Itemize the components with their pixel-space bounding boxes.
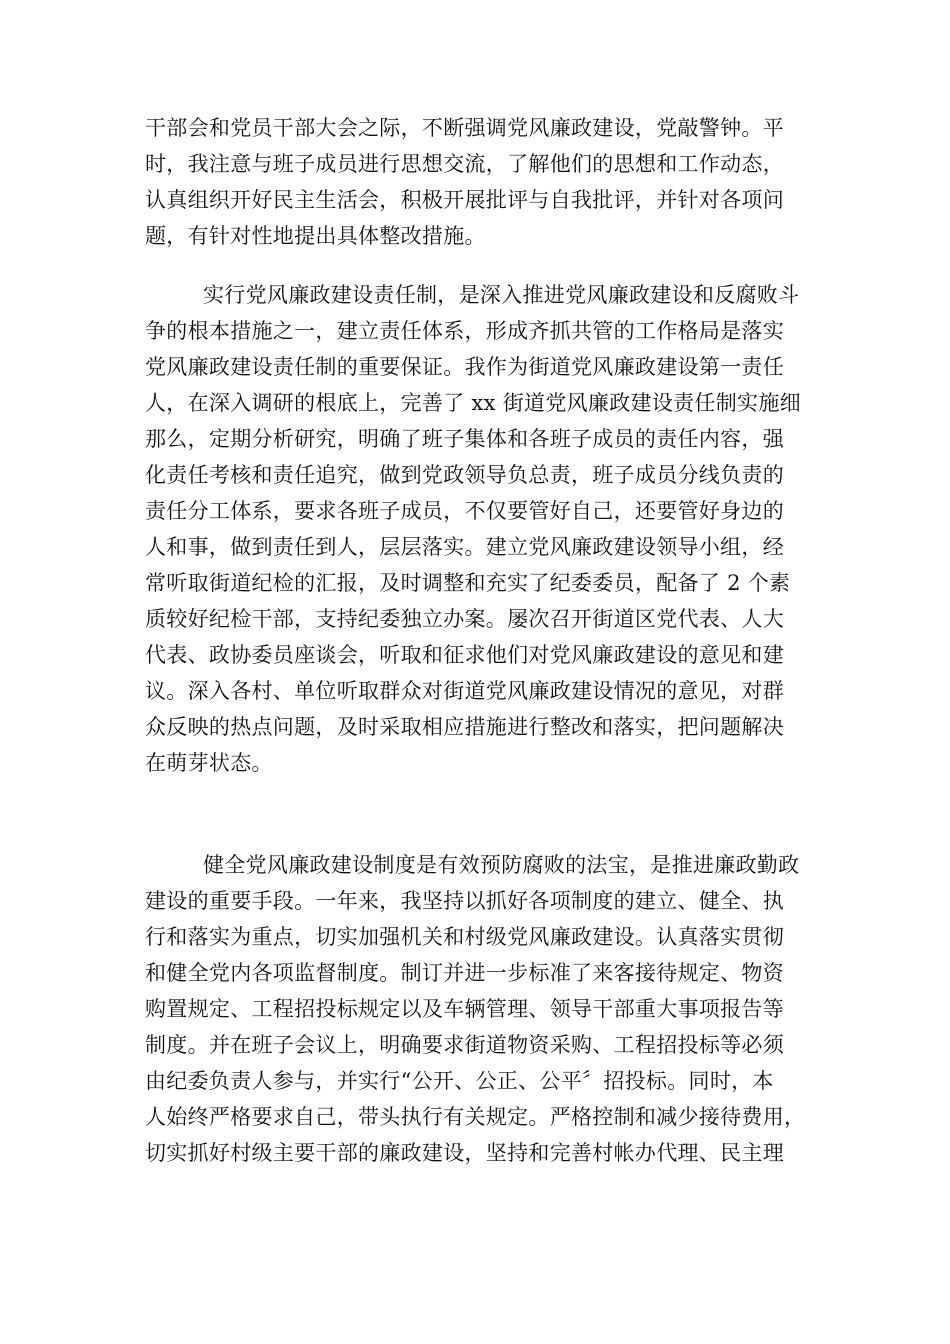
text-line: 议。深入各村、单位听取群众对街道党风廉政建设情况的意见，对群 (145, 679, 784, 703)
text-line: 代表、政协委员座谈会，听取和征求他们对党风廉政建设的意见和建 (145, 643, 784, 667)
text-line: 由纪委负责人参与，并实行“公开、公正、公平〞招投标。同时，本 (145, 1069, 774, 1093)
text-line: 争的根本措施之一，建立责任体系，形成齐抓共管的工作格局是落实 (145, 319, 784, 343)
text-line: 常听取街道纪检的汇报，及时调整和充实了纪委委员，配备了 2 个素 (145, 571, 791, 595)
text-line: 党风廉政建设责任制的重要保证。我作为街道党风廉政建设第一责任 (145, 355, 784, 379)
text-line: 人和事，做到责任到人，层层落实。建立党风廉政建设领导小组，经 (145, 535, 784, 559)
text-line: 化责任考核和责任追究，做到党政领导负总责，班子成员分线负责的 (145, 463, 784, 487)
text-line: 质较好纪检干部，支持纪委独立办案。屡次召开街道区党代表、人大 (145, 607, 784, 631)
text-line: 实行党风廉政建设责任制，是深入推进党风廉政建设和反腐败斗 (203, 283, 800, 307)
text-line: 在萌芽状态。 (145, 751, 273, 775)
text-line: 人，在深入调研的根底上，完善了 xx 街道党风廉政建设责任制实施细 (145, 391, 801, 415)
text-line: 那么，定期分析研究，明确了班子集体和各班子成员的责任内容，强 (145, 427, 784, 451)
text-line: 健全党风廉政建设制度是有效预防腐败的法宝，是推进廉政勤政 (203, 853, 800, 877)
text-line: 购置规定、工程招投标规定以及车辆管理、领导干部重大事项报告等 (145, 997, 784, 1021)
text-line: 时，我注意与班子成员进行思想交流，了解他们的思想和工作动态， (145, 152, 784, 176)
paragraph-1 (145, 110, 825, 254)
text-line: 干部会和党员干部大会之际，不断强调党风廉政建设，党敲警钟。平 (145, 116, 784, 140)
text-line: 责任分工体系，要求各班子成员，不仅要管好自己，还要管好身边的 (145, 499, 784, 523)
paragraph-2 (145, 277, 825, 781)
text-line: 制度。并在班子会议上，明确要求街道物资采购、工程招投标等必须 (145, 1033, 784, 1057)
text-line: 行和落实为重点，切实加强机关和村级党风廉政建设。认真落实贯彻 (145, 925, 784, 949)
text-line: 众反映的热点问题，及时采取相应措施进行整改和落实，把问题解决 (145, 715, 784, 739)
text-line: 切实抓好村级主要干部的廉政建设，坚持和完善村帐办代理、民主理 (145, 1141, 784, 1165)
text-line: 题，有针对性地提出具体整改措施。 (145, 224, 486, 248)
text-line: 认真组织开好民主生活会，积极开展批评与自我批评，并针对各项问 (145, 188, 784, 212)
text-line: 人始终严格要求自己，带头执行有关规定。严格控制和减少接待费用， (145, 1105, 806, 1129)
text-line: 建设的重要手段。一年来，我坚持以抓好各项制度的建立、健全、执 (145, 889, 784, 913)
paragraph-3 (145, 847, 825, 1171)
text-line: 和健全党内各项监督制度。制订并进一步标准了来客接待规定、物资 (145, 961, 784, 985)
